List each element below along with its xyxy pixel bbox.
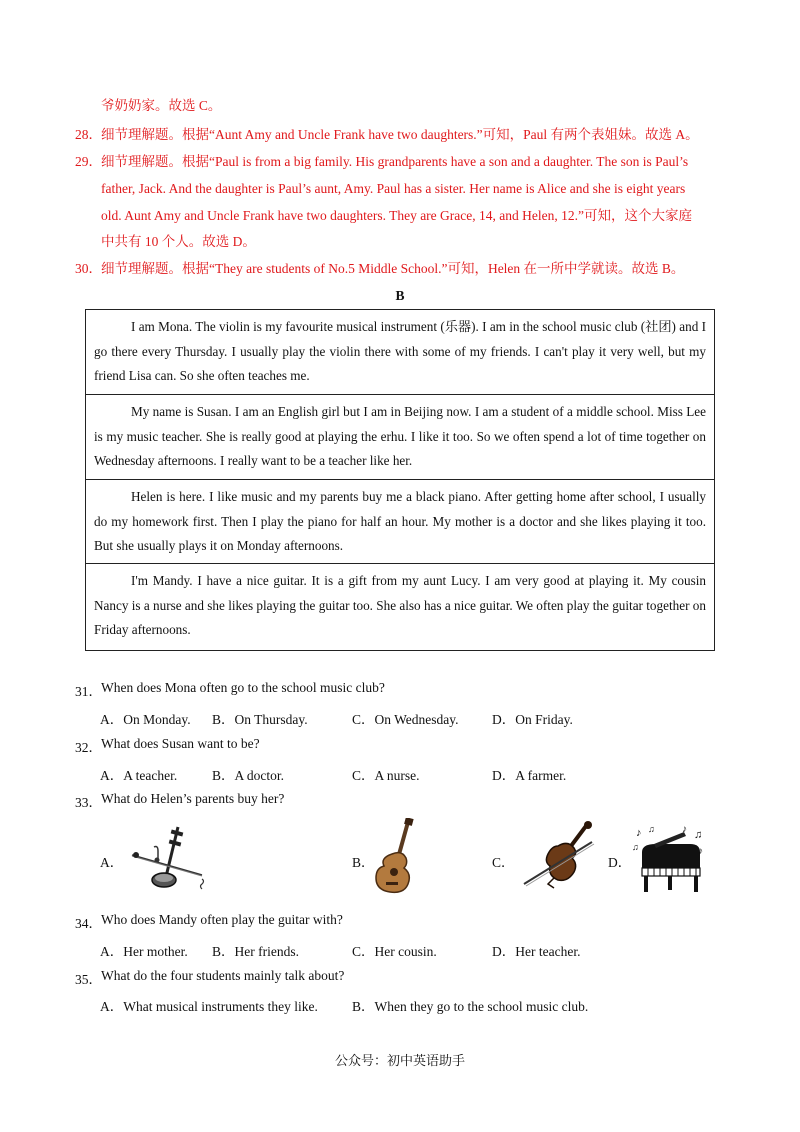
guitar-picture[interactable]: [372, 818, 420, 896]
question-text: When does Mona often go to the school music club?: [101, 680, 385, 695]
option-c[interactable]: C．: [492, 855, 515, 870]
question-number: 35．: [75, 972, 102, 987]
explanation-29-line-2: father, Jack. And the daughter is Paul’s aunt, Amy. Paul has a sister. Her name is Alice and she is eight years: [101, 181, 686, 196]
question-text: Who does Mandy often play the guitar with?: [101, 912, 343, 927]
passage-mona: [86, 310, 714, 395]
explanation-27-tail: 爷奶奶家。故选 C。: [101, 98, 222, 113]
option-b[interactable]: B．On Thursday.: [212, 712, 308, 727]
explanation-29-line-4: 中共有 10 个人。故选 D。: [101, 234, 256, 249]
option-a[interactable]: A．Her mother.: [100, 944, 188, 959]
option-a[interactable]: A．On Monday.: [100, 712, 191, 727]
option-c[interactable]: C．A nurse.: [352, 768, 420, 783]
question-text: What do Helen’s parents buy her?: [101, 791, 285, 806]
option-a[interactable]: A．: [100, 855, 124, 870]
svg-text:♫: ♫: [694, 829, 703, 841]
question-number: 32．: [75, 740, 102, 755]
option-d[interactable]: D．A farmer.: [492, 768, 567, 783]
question-text: What do the four students mainly talk about?: [101, 968, 345, 983]
explanation-28-text: 细节理解题。根据“Aunt Amy and Uncle Frank have two daughters.”可知，Paul 有两个表姐妹。故选 A。: [101, 127, 699, 142]
violin-picture[interactable]: [520, 820, 598, 894]
svg-text:♫: ♫: [648, 824, 655, 834]
option-c[interactable]: C．On Wednesday.: [352, 712, 459, 727]
svg-text:♪: ♪: [682, 824, 687, 835]
passage-table: [85, 309, 715, 651]
question-number: 33．: [75, 795, 102, 810]
explanation-29-line-1: 细节理解题。根据“Paul is from a big family. His grandparents have a son and a daughter. The son is Paul’s: [101, 154, 689, 169]
passage-helen-text: Helen is here. I like music and my parents buy me a black piano. After getting home after school, I usually do my homework first. Then I play the piano for half an hour. My mother is a doctor and she likes playing it too. But she usually plays it on Monday afternoons.: [94, 489, 706, 553]
option-d[interactable]: D．: [608, 855, 632, 870]
option-d[interactable]: D．On Friday.: [492, 712, 573, 727]
svg-text:♫: ♫: [632, 842, 639, 852]
passage-mandy-text: I'm Mandy. I have a nice guitar. It is a gift from my aunt Lucy. I am very good at playing it. My cousin Nancy is a nurse and she likes playing the guitar too. She also has a nice guitar. We often play the guitar together on Friday afternoons.: [94, 573, 706, 637]
passage-helen: [86, 480, 714, 564]
option-b[interactable]: B．Her friends.: [212, 944, 299, 959]
option-d[interactable]: D．Her teacher.: [492, 944, 581, 959]
option-a[interactable]: A．A teacher.: [100, 768, 178, 783]
section-title: B: [395, 288, 405, 303]
erhu-picture[interactable]: [126, 823, 210, 893]
option-b[interactable]: B．: [352, 855, 375, 870]
option-a[interactable]: A．What musical instruments they like.: [100, 999, 318, 1014]
piano-picture[interactable]: [632, 824, 708, 894]
passage-mona-text: I am Mona. The violin is my favourite musical instrument (乐器). I am in the school music club (社团) and I go there every Thursday. I usually play the violin there with some of my friends. I can't play it very well, but my friend Lisa can. So she often teaches me.: [94, 319, 706, 383]
page-footer: 公众号：初中英语助手: [334, 1053, 465, 1068]
question-text: What does Susan want to be?: [101, 736, 260, 751]
option-b[interactable]: B．When they go to the school music club.: [352, 999, 589, 1014]
option-b[interactable]: B．A doctor.: [212, 768, 285, 783]
explanation-28-number: 28．: [75, 127, 102, 142]
explanation-30-text: 细节理解题。根据“They are students of No.5 Middle School.”可知，Helen 在一所中学就读。故选 B。: [101, 261, 685, 276]
explanation-29-number: 29．: [75, 154, 102, 169]
option-c[interactable]: C．Her cousin.: [352, 944, 437, 959]
svg-text:♪: ♪: [636, 827, 642, 839]
passage-susan-text: My name is Susan. I am an English girl but I am in Beijing now. I am a student of a middle school. Miss Lee is my music teacher. She is really good at playing the erhu. I like it too. So we often spend a lot of time together on Wednesday afternoons. I really want to be a teacher like her.: [94, 404, 706, 468]
explanation-29-line-3: old. Aunt Amy and Uncle Frank have two daughters. They are Grace, 14, and Helen, 12.”可知，这个大家庭: [101, 208, 692, 223]
svg-text:♪: ♪: [698, 846, 703, 857]
passage-mandy: [86, 564, 714, 650]
passage-susan: [86, 395, 714, 480]
question-number: 34．: [75, 916, 102, 931]
question-number: 31．: [75, 684, 102, 699]
explanation-30-number: 30．: [75, 261, 102, 276]
